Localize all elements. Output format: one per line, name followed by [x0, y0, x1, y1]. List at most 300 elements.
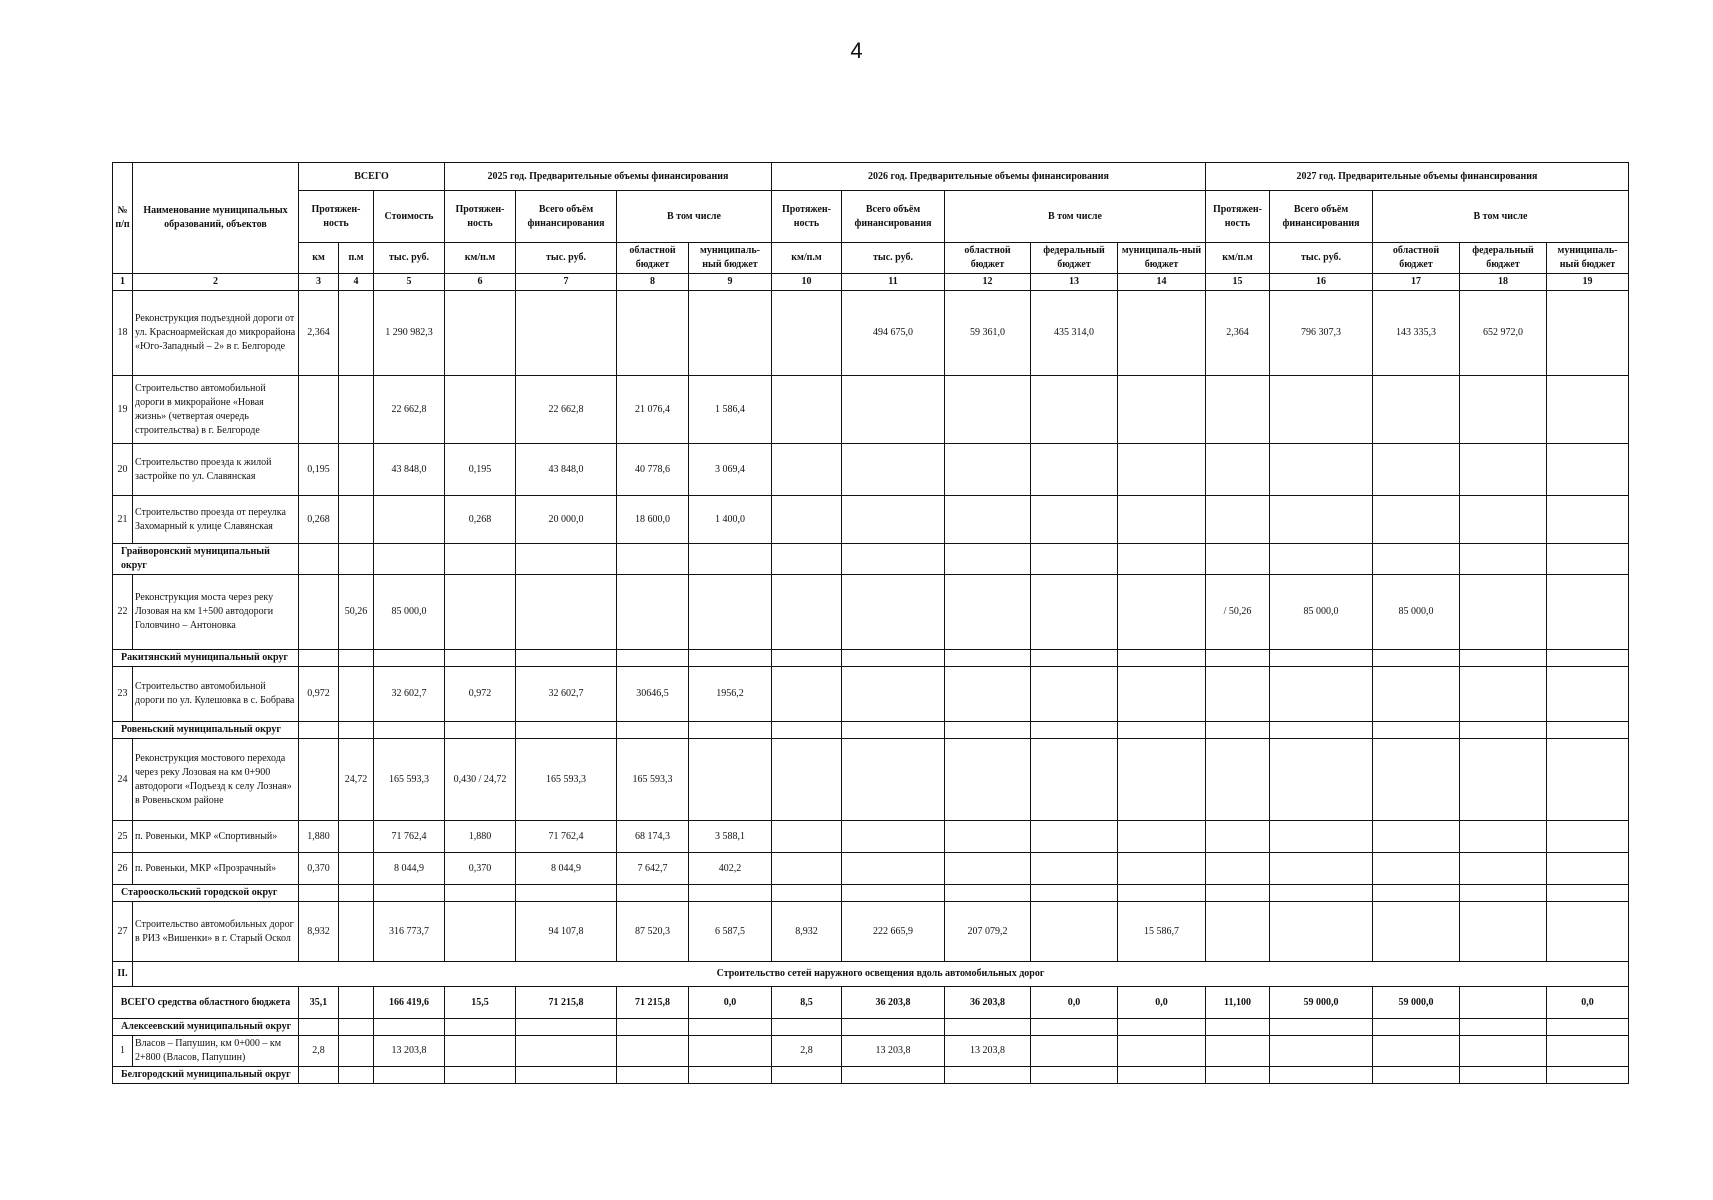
colnum: 1: [113, 274, 133, 291]
colnum: 11: [842, 274, 945, 291]
cell: [1460, 444, 1547, 496]
cell: [1460, 667, 1547, 722]
cell: [1270, 821, 1373, 853]
cell: [842, 376, 945, 444]
table-row: [113, 853, 1629, 885]
cell: 36 203,8: [842, 987, 945, 1019]
regional-2026: областной бюджет: [945, 243, 1031, 274]
header-2026: 2026 год. Предварительные объемы финансирования: [772, 163, 1206, 191]
table-row: [113, 739, 1629, 821]
cell: [1547, 902, 1629, 962]
cell: [1270, 1036, 1373, 1067]
cell: 207 079,2: [945, 902, 1031, 962]
cell: 8,5: [772, 987, 842, 1019]
cell: [772, 821, 842, 853]
cell: [339, 291, 374, 376]
cell: 32 602,7: [516, 667, 617, 722]
colnum: 10: [772, 274, 842, 291]
cell: 1 586,4: [689, 376, 772, 444]
cell: 0,195: [299, 444, 339, 496]
cell: 18 600,0: [617, 496, 689, 544]
cell: 71 215,8: [617, 987, 689, 1019]
header-length-2026: Протяжен-ность: [772, 191, 842, 243]
cell: [1206, 376, 1270, 444]
row-number: 21: [113, 496, 133, 544]
cell: [1031, 376, 1118, 444]
colnum: 9: [689, 274, 772, 291]
cell: [1206, 853, 1270, 885]
row-number: 18: [113, 291, 133, 376]
cell: 0,0: [1118, 987, 1206, 1019]
cell: 43 848,0: [516, 444, 617, 496]
colnum: 14: [1118, 274, 1206, 291]
cell: [1206, 1036, 1270, 1067]
cell: [842, 821, 945, 853]
object-name: Строительство автомобильных дорог в РИЗ «Вишенки» в г. Старый Оскол: [133, 902, 299, 962]
cell: 32 602,7: [374, 667, 445, 722]
section-row: [113, 650, 1629, 667]
object-name: Реконструкция моста через реку Лозовая на км 1+500 автодороги Головчино – Антоновка: [133, 575, 299, 650]
cell: [1031, 1036, 1118, 1067]
cell: 494 675,0: [842, 291, 945, 376]
cell: [1031, 496, 1118, 544]
colnum: 7: [516, 274, 617, 291]
cell: 11,100: [1206, 987, 1270, 1019]
cell: [1270, 902, 1373, 962]
cell: 20 000,0: [516, 496, 617, 544]
cell: [1270, 444, 1373, 496]
cell: [945, 376, 1031, 444]
cell: 1956,2: [689, 667, 772, 722]
header-total-fin-2027: Всего объём финансирования: [1270, 191, 1373, 243]
cell: [1373, 821, 1460, 853]
cell: 22 662,8: [374, 376, 445, 444]
cell: [1460, 821, 1547, 853]
unit-kmpm-2025: км/п.м: [445, 243, 516, 274]
cell: 1 290 982,3: [374, 291, 445, 376]
section-row: [113, 1067, 1629, 1084]
cell: [1547, 496, 1629, 544]
colnum: 6: [445, 274, 516, 291]
table-row: [113, 444, 1629, 496]
cell: [617, 575, 689, 650]
cell: [445, 1036, 516, 1067]
cell: [772, 496, 842, 544]
unit-tr-2027: тыс. руб.: [1270, 243, 1373, 274]
cell: 435 314,0: [1031, 291, 1118, 376]
cell: [1206, 667, 1270, 722]
unit-tr: тыс. руб.: [374, 243, 445, 274]
municipal-2027: муниципаль-ный бюджет: [1547, 243, 1629, 274]
municipal-2025: муниципаль-ный бюджет: [689, 243, 772, 274]
cell: 3 069,4: [689, 444, 772, 496]
cell: 165 593,3: [516, 739, 617, 821]
cell: [339, 902, 374, 962]
cell: 1 400,0: [689, 496, 772, 544]
row-number: 23: [113, 667, 133, 722]
colnum: 3: [299, 274, 339, 291]
cell: [299, 575, 339, 650]
row-number: 1: [113, 1036, 133, 1067]
cell: [617, 291, 689, 376]
table-row: [113, 667, 1629, 722]
cell: [1118, 291, 1206, 376]
total-row: [113, 987, 1629, 1019]
regional-2025: областной бюджет: [617, 243, 689, 274]
unit-pm: п.м: [339, 243, 374, 274]
cell: 8,932: [772, 902, 842, 962]
municipal-2026: муниципаль-ный бюджет: [1118, 243, 1206, 274]
header-incl-2027: В том числе: [1373, 191, 1629, 243]
object-name: Реконструкция подъездной дороги от ул. Красноармейская до микрорайона «Юго-Западный – 2» в г. Белгороде: [133, 291, 299, 376]
table-row: [113, 1036, 1629, 1067]
cell: 59 000,0: [1270, 987, 1373, 1019]
cell: 68 174,3: [617, 821, 689, 853]
colnum: 2: [133, 274, 299, 291]
cell: [339, 987, 374, 1019]
cell: 0,370: [299, 853, 339, 885]
row-number: 19: [113, 376, 133, 444]
cell: 21 076,4: [617, 376, 689, 444]
district-heading: Старооскольский городской округ: [113, 885, 299, 902]
section-row: [113, 1019, 1629, 1036]
total-label: ВСЕГО средства областного бюджета: [113, 987, 299, 1019]
cell: 165 593,3: [374, 739, 445, 821]
object-name: п. Ровеньки, МКР «Прозрачный»: [133, 853, 299, 885]
district-heading: Алексеевский муниципальный округ: [113, 1019, 299, 1036]
page-number: 4: [850, 38, 863, 63]
cell: 8 044,9: [516, 853, 617, 885]
colnum: 15: [1206, 274, 1270, 291]
header-length-2027: Протяжен-ность: [1206, 191, 1270, 243]
cell: [299, 739, 339, 821]
cell: [1206, 444, 1270, 496]
cell: 8 044,9: [374, 853, 445, 885]
cell: [842, 667, 945, 722]
colnum: 13: [1031, 274, 1118, 291]
cell: [1460, 987, 1547, 1019]
cell: [842, 739, 945, 821]
cell: [772, 853, 842, 885]
cell: [1547, 853, 1629, 885]
colnum: 18: [1460, 274, 1547, 291]
cell: 13 203,8: [842, 1036, 945, 1067]
colnum: 4: [339, 274, 374, 291]
cell: [1206, 739, 1270, 821]
section-row: [113, 722, 1629, 739]
cell: [1270, 496, 1373, 544]
cell: [1270, 739, 1373, 821]
section-row: [113, 962, 1629, 987]
cell: 43 848,0: [374, 444, 445, 496]
cell: 0,268: [299, 496, 339, 544]
cell: [1118, 575, 1206, 650]
cell: [1460, 739, 1547, 821]
object-name: Строительство автомобильной дороги в микрорайоне «Новая жизнь» (четвертая очередь строительства) в г. Белгороде: [133, 376, 299, 444]
cell: 7 642,7: [617, 853, 689, 885]
cell: 0,195: [445, 444, 516, 496]
cell: 71 215,8: [516, 987, 617, 1019]
section-row: [113, 885, 1629, 902]
cell: 13 203,8: [945, 1036, 1031, 1067]
cell: 15,5: [445, 987, 516, 1019]
cell: [1118, 376, 1206, 444]
cell: [1547, 291, 1629, 376]
cell: 2,364: [299, 291, 339, 376]
object-name: Строительство проезда к жилой застройке по ул. Славянская: [133, 444, 299, 496]
cell: [1373, 376, 1460, 444]
cell: [1118, 739, 1206, 821]
cell: 222 665,9: [842, 902, 945, 962]
cell: 13 203,8: [374, 1036, 445, 1067]
cell: [516, 1036, 617, 1067]
cell: [1547, 444, 1629, 496]
district-heading: Ракитянский муниципальный округ: [113, 650, 299, 667]
cell: [1031, 575, 1118, 650]
cell: 3 588,1: [689, 821, 772, 853]
table-row: [113, 575, 1629, 650]
cell: [516, 575, 617, 650]
cell: [689, 575, 772, 650]
cell: 59 361,0: [945, 291, 1031, 376]
cell: [1118, 667, 1206, 722]
cell: 166 419,6: [374, 987, 445, 1019]
cell: [772, 444, 842, 496]
cell: [339, 444, 374, 496]
cell: 36 203,8: [945, 987, 1031, 1019]
row-number: 24: [113, 739, 133, 821]
cell: [339, 1036, 374, 1067]
cell: [1460, 575, 1547, 650]
cell: [945, 444, 1031, 496]
financing-table: [112, 162, 1629, 1084]
unit-kmpm-2027: км/п.м: [1206, 243, 1270, 274]
cell: 0,0: [689, 987, 772, 1019]
table-row: [113, 291, 1629, 376]
cell: 0,268: [445, 496, 516, 544]
cell: 6 587,5: [689, 902, 772, 962]
section-title: Строительство сетей наружного освещения вдоль автомобильных дорог: [133, 962, 1629, 987]
cell: [1547, 739, 1629, 821]
cell: 0,0: [1547, 987, 1629, 1019]
cell: [1206, 821, 1270, 853]
unit-tr-2026: тыс. руб.: [842, 243, 945, 274]
header-incl-2026: В том числе: [945, 191, 1206, 243]
cell: [689, 1036, 772, 1067]
cell: 40 778,6: [617, 444, 689, 496]
cell: 87 520,3: [617, 902, 689, 962]
cell: 0,370: [445, 853, 516, 885]
cell: [1118, 496, 1206, 544]
cell: [1373, 444, 1460, 496]
cell: [1460, 496, 1547, 544]
cell: 24,72: [339, 739, 374, 821]
colnum: 19: [1547, 274, 1629, 291]
cell: 796 307,3: [1270, 291, 1373, 376]
cell: [1460, 853, 1547, 885]
cell: 35,1: [299, 987, 339, 1019]
cell: [1373, 1036, 1460, 1067]
cell: 71 762,4: [516, 821, 617, 853]
cell: [1118, 444, 1206, 496]
cell: [1547, 376, 1629, 444]
cell: 22 662,8: [516, 376, 617, 444]
cell: [842, 575, 945, 650]
header-num: № п/п: [113, 163, 133, 274]
cell: [299, 376, 339, 444]
object-name: Строительство автомобильной дороги по ул. Кулешовка в с. Бобрава: [133, 667, 299, 722]
cell: [945, 496, 1031, 544]
cell: 2,364: [1206, 291, 1270, 376]
cell: [1460, 376, 1547, 444]
table-row: [113, 496, 1629, 544]
cell: [945, 853, 1031, 885]
district-heading: Грайворонский муниципальный округ: [113, 544, 299, 575]
cell: [339, 853, 374, 885]
cell: [772, 739, 842, 821]
section-number: II.: [113, 962, 133, 987]
row-number: 27: [113, 902, 133, 962]
cell: [689, 739, 772, 821]
cell: [1547, 821, 1629, 853]
cell: [842, 853, 945, 885]
cell: 0,972: [299, 667, 339, 722]
header-name: Наименование муниципальных образований, объектов: [133, 163, 299, 274]
cell: 85 000,0: [1270, 575, 1373, 650]
federal-2026: федеральный бюджет: [1031, 243, 1118, 274]
column-numbers-row: [113, 274, 1629, 291]
object-name: Реконструкция мостового перехода через реку Лозовая на км 0+900 автодороги «Подъезд к селу Лозная» в Ровеньском районе: [133, 739, 299, 821]
header-cost: Стоимость: [374, 191, 445, 243]
cell: / 50,26: [1206, 575, 1270, 650]
cell: [1460, 902, 1547, 962]
cell: [617, 1036, 689, 1067]
cell: [339, 376, 374, 444]
cell: 50,26: [339, 575, 374, 650]
district-heading: Белгородский муниципальный округ: [113, 1067, 299, 1084]
cell: [689, 291, 772, 376]
cell: 1,880: [445, 821, 516, 853]
cell: [339, 667, 374, 722]
cell: [1206, 496, 1270, 544]
table-row: [113, 376, 1629, 444]
row-number: 25: [113, 821, 133, 853]
cell: 59 000,0: [1373, 987, 1460, 1019]
cell: [1270, 376, 1373, 444]
district-heading: Ровеньский муниципальный округ: [113, 722, 299, 739]
unit-kmpm-2026: км/п.м: [772, 243, 842, 274]
cell: [1373, 667, 1460, 722]
cell: [1547, 667, 1629, 722]
cell: [772, 291, 842, 376]
cell: [374, 496, 445, 544]
cell: [1031, 739, 1118, 821]
cell: [1373, 853, 1460, 885]
cell: [445, 575, 516, 650]
cell: [842, 444, 945, 496]
cell: [1373, 902, 1460, 962]
cell: [445, 291, 516, 376]
cell: [1118, 853, 1206, 885]
cell: 0,972: [445, 667, 516, 722]
header-total-fin-2026: Всего объём финансирования: [842, 191, 945, 243]
federal-2027: федеральный бюджет: [1460, 243, 1547, 274]
header-2025: 2025 год. Предварительные объемы финансирования: [445, 163, 772, 191]
cell: 8,932: [299, 902, 339, 962]
cell: 2,8: [299, 1036, 339, 1067]
cell: [1031, 444, 1118, 496]
cell: [339, 496, 374, 544]
cell: [1460, 1036, 1547, 1067]
header-length: Протяжен-ность: [299, 191, 374, 243]
colnum: 5: [374, 274, 445, 291]
row-number: 20: [113, 444, 133, 496]
cell: [445, 902, 516, 962]
cell: 0,430 / 24,72: [445, 739, 516, 821]
cell: [516, 291, 617, 376]
table-row: [113, 821, 1629, 853]
header-total-fin-2025: Всего объём финансирования: [516, 191, 617, 243]
cell: [945, 821, 1031, 853]
header-length-2025: Протяжен-ность: [445, 191, 516, 243]
object-name: Власов – Папушин, км 0+000 – км 2+800 (Власов, Папушин): [133, 1036, 299, 1067]
object-name: Строительство проезда от переулка Захомарный к улице Славянская: [133, 496, 299, 544]
cell: 402,2: [689, 853, 772, 885]
cell: [772, 575, 842, 650]
cell: [1031, 853, 1118, 885]
cell: [1270, 853, 1373, 885]
cell: 165 593,3: [617, 739, 689, 821]
table-row: [113, 902, 1629, 962]
colnum: 12: [945, 274, 1031, 291]
cell: 1,880: [299, 821, 339, 853]
cell: 71 762,4: [374, 821, 445, 853]
row-number: 22: [113, 575, 133, 650]
cell: 94 107,8: [516, 902, 617, 962]
cell: [772, 667, 842, 722]
cell: 652 972,0: [1460, 291, 1547, 376]
header-2027: 2027 год. Предварительные объемы финансирования: [1206, 163, 1629, 191]
cell: 85 000,0: [1373, 575, 1460, 650]
unit-km: км: [299, 243, 339, 274]
unit-tr-2025: тыс. руб.: [516, 243, 617, 274]
header-total: ВСЕГО: [299, 163, 445, 191]
row-number: 26: [113, 853, 133, 885]
cell: [1547, 1036, 1629, 1067]
cell: [1031, 667, 1118, 722]
cell: 143 335,3: [1373, 291, 1460, 376]
cell: 85 000,0: [374, 575, 445, 650]
colnum: 8: [617, 274, 689, 291]
cell: [1206, 902, 1270, 962]
cell: [1031, 821, 1118, 853]
object-name: п. Ровеньки, МКР «Спортивный»: [133, 821, 299, 853]
colnum: 16: [1270, 274, 1373, 291]
cell: 2,8: [772, 1036, 842, 1067]
cell: 0,0: [1031, 987, 1118, 1019]
cell: [1547, 575, 1629, 650]
cell: [339, 821, 374, 853]
cell: [1118, 1036, 1206, 1067]
cell: [945, 739, 1031, 821]
cell: [945, 575, 1031, 650]
cell: [445, 376, 516, 444]
cell: [842, 496, 945, 544]
cell: [1373, 496, 1460, 544]
cell: [772, 376, 842, 444]
section-row: [113, 544, 1629, 575]
cell: 15 586,7: [1118, 902, 1206, 962]
